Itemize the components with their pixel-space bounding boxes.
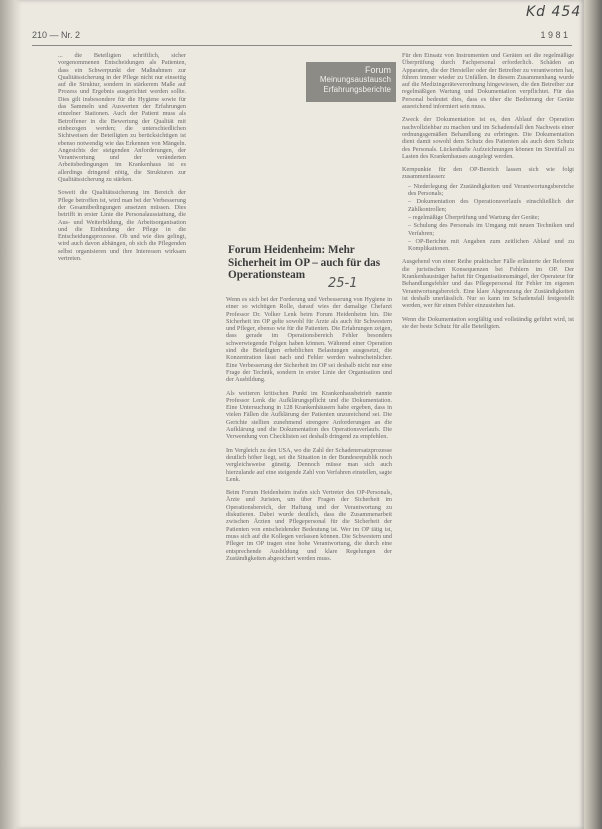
paragraph: Als weiteren kritischen Punkt im Krankenhausbetrieb nannte Professor Lenk die Aufklärungspflicht und die Dokumentation. Eine Untersuchung in 128 Krankenhäusern habe ergeben, dass in vielen Fällen die Aufklärung der Patienten unzureichend sei. Die Gerichte stellten zunehmend strengere Anforderungen an die Aufklärung und die Dokumentation des Operationsverlaufs. Die Verwendung von Checklisten sei deshalb dringend zu empfehlen. — [226, 389, 392, 441]
rubric-line: Erfahrungsberichte — [323, 85, 391, 94]
section-rubric — [306, 62, 396, 102]
paragraph: Kernpunkte für den OP-Bereich lassen sich wie folgt zusammenfassen: — [402, 166, 574, 181]
list-item: – Niederlegung der Zuständigkeiten und Verantwortungsbereiche des Personals; — [408, 182, 574, 198]
handwritten-archive-number: Kd 454 — [526, 4, 582, 20]
paragraph: Soweit die Qualitätssicherung im Bereich der Pflege betroffen ist, wird man bei der Verbesserung der Gesamtbedingungen ansetzen müssen. Dies betrifft in erster Linie die Personalausstattung, die Aus- und Weiterbildung, die Arbeitsorganisation und die Einbindung der Pflege in die Entscheidungsprozesse. Ob und wie dies gelingt, wird auch davon abhängen, ob sich die Pflegenden selbst organisieren und ihre Interessen wirksam vertreten. — [58, 189, 186, 263]
paragraph: Im Vergleich zu den USA, wo die Zahl der Schadenersatzprozesse deutlich höher liegt, sei die Situation in der Bundesrepublik noch vergleichsweise günstig. Dennoch müsse man sich auch hierzulande auf eine steigende Zahl von Verfahren einstellen, sagte Lenk. — [226, 446, 392, 483]
list-item: – regelmäßige Überprüfung und Wartung der Geräte; — [408, 213, 540, 221]
list-item: – OP-Berichte mit Angaben zum zeitlichen Ablauf und zu Komplikationen. — [408, 237, 574, 253]
page-reference: 210 — Nr. 2 — [32, 30, 81, 40]
rubric-title: Forum — [364, 65, 391, 75]
binding-shadow — [0, 0, 22, 829]
issue-reference: 1 9 8 1 — [540, 30, 568, 40]
list-item: – Schulung des Personals im Umgang mit neuen Techniken und Verfahren; — [408, 222, 574, 237]
list-item: – Dokumentation des Operationsverlaufs einschließlich der Zählkontrollen; — [408, 198, 574, 213]
paragraph: Wenn es sich bei der Forderung und Verbesserung von Hygiene in einer so wichtigen Rolle, darauf wies der damalige Chefarzt Professor Dr. Volker Lenk beim Forum Heidenheim hin. Die Sicherheit im OP gelte sowohl für Arzte als auch für Schwestern und Pfleger, ebenso wie für die Patienten. Die Erfahrungen zeigen, dass gerade im Operationsbereich Fehler besonders schwerwiegende Folgen haben können. Während einer Operation sind die Beteiligten erheblichen Belastungen ausgesetzt, die Konzentration lässt nach und Fehler werden wahrscheinlicher. Eine Verbesserung der Sicherheit im OP sei deshalb nicht nur eine Frage der Technik, sondern in erster Linie der Organisation und der Ausbildung. — [226, 296, 392, 384]
rubric-line: Meinungsaustausch — [319, 75, 391, 84]
column-left — [58, 52, 186, 268]
column-middle — [226, 296, 392, 568]
handwritten-article-number: 25-1 — [328, 276, 358, 291]
paragraph: Für den Einsatz von Instrumenten und Geräten sei die regelmäßige Überprüfung durch Fachpersonal erforderlich. Schäden an Apparaten, die der Hersteller oder der Betreiber zu verantworten hat, führen immer wieder zu Unfällen. In diesem Zusammenhang wurde auf die Medizingeräteverordnung hingewiesen, die den Betreiber zur regelmäßigen Wartung und Dokumentation verpflichtet. Für das Personal bedeutet dies, dass es über die Bedienung der Geräte ausreichend informiert sein muss. — [402, 52, 574, 111]
page-header — [32, 30, 572, 46]
paragraph: Ausgehend von einer Reihe praktischer Fälle erläuterte der Referent die juristischen Konsequenzen bei Fehlern im OP. Der Krankenhausträger haftet für Organisationsmängel, der Operateur für Behandlungsfehler und das Pflegepersonal für Fehler im eigenen Verantwortungsbereich. Eine klare Abgrenzung der Zuständigkeiten ist deshalb unerlässlich. Nur so kann im Schadensfall festgestellt werden, wer für einen Fehler einzustehen hat. — [402, 258, 574, 310]
header-rule — [32, 45, 572, 46]
page-edge — [584, 0, 602, 829]
paragraph: ... die Beteiligten schriftlich, sicher vorgenommenen Entscheidungen als Patienten, dass ein Schwerpunkt der Maßnahmen zur Qualitätssicherung in der Pflege nicht nur einseitig auf die Struktur, sondern in stärkerem Maße auf Prozess und Ergebnis ausgerichtet werden sollte. Dies gilt insbesondere für die Hygiene sowie für das Sammeln und Auswerten der Erfahrungen einzelner Stationen. Auch der Patient muss als Betroffener in die Bewertung der Qualität mit einbezogen werden; die unterschiedlichen Sichtweisen der Beteiligten zu berücksichtigen ist ebenso notwendig wie das Erkennen von Mängeln. Angesichts der steigenden Anforderungen, der Verantwortung und der veränderten Arbeitsbedingungen im Krankenhaus ist es allerdings dringend nötig, die Strukturen zur Qualitätssicherung zu stärken. — [58, 52, 186, 184]
column-right — [402, 52, 574, 336]
paragraph: Wenn die Dokumentation sorgfältig und vollständig geführt wird, ist sie der beste Schutz für alle Beteiligten. — [402, 315, 574, 330]
paragraph: Beim Forum Heidenheim trafen sich Vertreter des OP-Personals, Ärzte und Juristen, um über Fragen der Sicherheit im Operationsbereich, der Haftung und der Verantwortung zu diskutieren. Dabei wurde deutlich, dass die Zusammenarbeit zwischen Ärzten und Pflegepersonal für die Sicherheit der Patienten von entscheidender Bedeutung ist. Wer im OP tätig ist, muss sich auf die Kollegen verlassen können. Die Schwestern und Pfleger im OP tragen eine hohe Verantwortung, die durch eine entsprechende Ausbildung und klare Regelungen der Zuständigkeiten abgesichert werden muss. — [226, 489, 392, 562]
article-headline: Forum Heidenheim: Mehr Sicherheit im OP – auch für das Operationsteam — [228, 244, 381, 281]
paragraph: Zweck der Dokumentation ist es, den Ablauf der Operation nachvollziehbar zu machen und im Schadensfall den Nachweis einer ordnungsgemäßen Behandlung zu erbringen. Die Dokumentation dient damit sowohl dem Schutz des Patienten als auch dem Schutz des Personals. Lückenhafte Aufzeichnungen können im Streitfall zu Lasten des Krankenhauses ausgelegt werden. — [402, 116, 574, 160]
